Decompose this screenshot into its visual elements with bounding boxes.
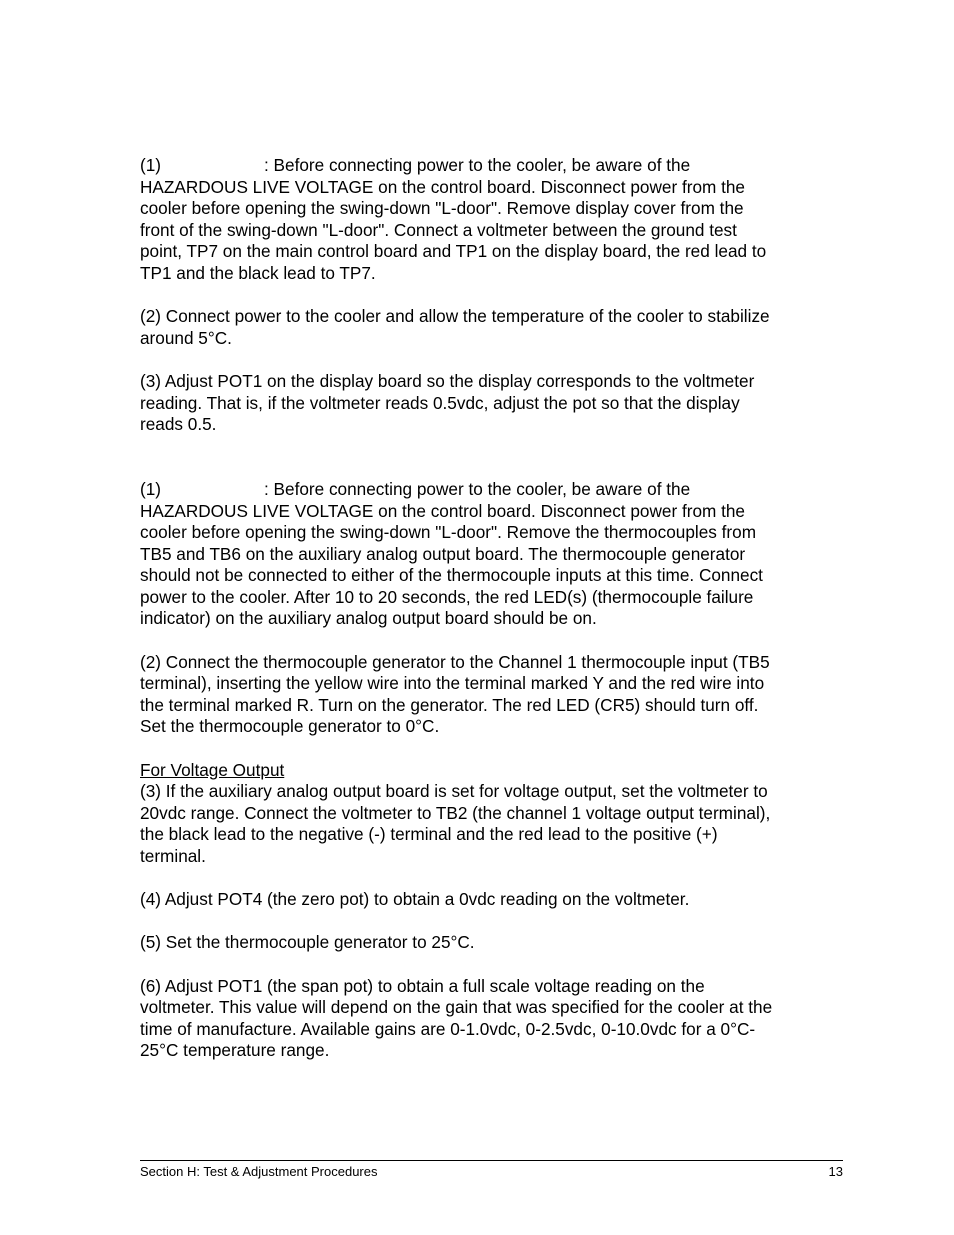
section2-step2: (2) Connect the thermocouple generator to the Channel 1 thermocouple input (TB5 terminal), inserting the yellow wire into the terminal marked Y and the red wire into the terminal marked R. Turn on the generator. The red LED (CR5) should turn off. Set the thermocouple generator to 0°C. [140, 651, 770, 737]
section2-step3: (3) If the auxiliary analog output board is set for voltage output, set the voltmeter to 20vdc range. Connect the voltmeter to TB2 (the channel 1 voltage output terminal), the black lead to the negative (-) terminal and the red lead to the positive (+) terminal. [140, 781, 771, 866]
section2-step1-number: (1) [140, 478, 162, 499]
footer-page-number: 13 [828, 1164, 843, 1179]
page-footer [140, 1160, 843, 1180]
section2-step1-text: : Before connecting power to the cooler, be aware of the HAZARDOUS LIVE VOLTAGE on the control board. Disconnect power from the cooler before opening the swing-down "L-door". Remove the thermocouples from TB5 and TB6 on the auxiliary analog output board. The thermocouple generator should not be connected to either of the thermocouple inputs at this time. Connect power to the cooler. After 10 to 20 seconds, the red LED(s) (thermocouple failure indicator) on the auxiliary analog output board should be on. [140, 478, 763, 629]
page-content [140, 155, 840, 1062]
section1-step1-text: : Before connecting power to the cooler, be aware of the HAZARDOUS LIVE VOLTAGE on the control board. Disconnect power from the cooler before opening the swing-down "L-door". Remove display cover from the front of the swing-down "L-door". Connect a voltmeter between the ground test point, TP7 on the main control board and TP1 on the display board, the red lead to TP1 and the black lead to TP7. [140, 155, 767, 283]
section2-step4: (4) Adjust POT4 (the zero pot) to obtain a 0vdc reading on the voltmeter. [140, 889, 690, 910]
section2-step1 [140, 479, 840, 630]
section-divider-space [140, 436, 840, 479]
section1-step2: (2) Connect power to the cooler and allow the temperature of the cooler to stabilize around 5°C. [140, 306, 770, 348]
footer-section-title: Section H: Test & Adjustment Procedures [140, 1164, 378, 1179]
voltage-output-subheading: For Voltage Output [140, 759, 285, 780]
section1-step3: (3) Adjust POT1 on the display board so the display corresponds to the voltmeter reading. That is, if the voltmeter reads 0.5vdc, adjust the pot so that the display reads 0.5. [140, 370, 755, 435]
section2-step5: (5) Set the thermocouple generator to 25°C. [140, 932, 475, 953]
section1-step1 [140, 155, 840, 285]
section1-step1-number: (1) [140, 155, 162, 175]
section2-step6: (6) Adjust POT1 (the span pot) to obtain a full scale voltage reading on the voltmeter. This value will depend on the gain that was specified for the cooler at the time of manufacture. Available gains are 0-1.0vdc, 0-2.5vdc, 0-10.0vdc for a 0°C- 25°C temperature range. [140, 975, 773, 1061]
